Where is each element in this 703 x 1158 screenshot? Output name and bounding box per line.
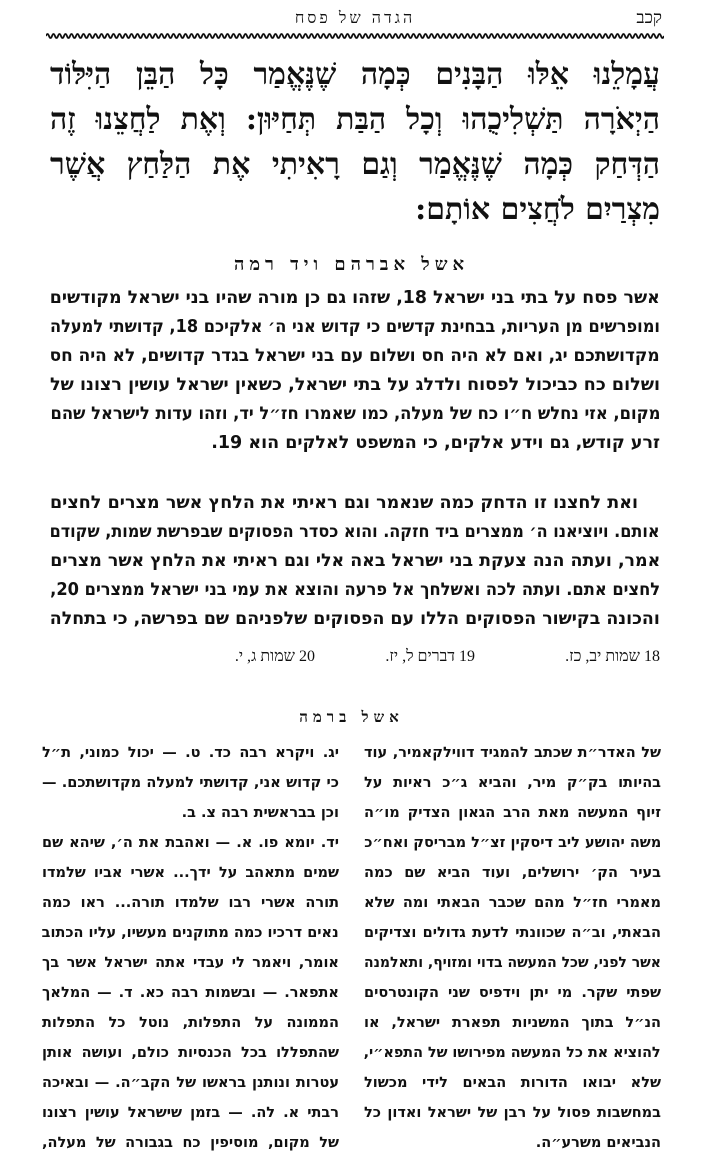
running-header <box>48 6 662 32</box>
commentary-row <box>50 400 660 429</box>
commentary-line: ושלום כח כביכול לפסוח ולדלג על בתי ישראל, כשאין ישראל עושין רצונו של <box>49 375 660 395</box>
main-text-line: עֲמָלֵנוּ אֵלּוּ הַבָּנִים כְּמָה שֶׁנֶּאֱמַר כָּל הַבֵּן הַיִּלּוֹד <box>50 57 660 92</box>
column-line: שפתי שקר. מי יתן וידפיס שני הקונטרסים <box>363 985 661 1001</box>
column-row <box>364 1098 661 1128</box>
main-text-line: הַדְּחַק כְּמָה שֶׁנֶּאֱמַר וְגַם רָאִיתִי אֶת הַלַּחַץ אֲשֶׁר <box>49 147 660 182</box>
commentary-line: ואת לחצנו זו הדחק כמה שנאמר וגם ראיתי את הלחץ אשר מצרים לחצים <box>50 493 638 513</box>
section-title: אשל ברמה <box>299 708 404 726</box>
column-row <box>42 1098 339 1128</box>
column-row <box>42 1038 339 1068</box>
commentary-line: ומופרשים מן העריות, בבחינת קדשים כי קדוש אני ה׳ אלקיכם 18, קדושתי למעלה <box>49 317 661 337</box>
column-line: להוציא את כל המעשה מפירושו של התפא״י, <box>364 1045 661 1061</box>
column-line: של מקום, מוסיפין כח בגבורה של מעלה, <box>42 1135 339 1151</box>
column-line: במחשבות פסול על רבן של ישראל ואדון כל <box>363 1105 661 1121</box>
column-row <box>364 798 661 828</box>
column-row <box>364 828 661 858</box>
column-line: מאמרי חז״ל מהם שכבר הבאתי ומה שלא <box>364 895 661 911</box>
column-line: שהתפללו בכל הכנסיות כולם, ועושה אותן <box>42 1045 339 1061</box>
column-line: עטרות ונותנן בראשו של הקב״ה. — ובאיכה <box>42 1075 339 1091</box>
column-line: וכן בבראשית רבה צ. ב. <box>181 805 339 821</box>
column-row <box>42 888 339 918</box>
column-row <box>364 948 661 978</box>
column-row <box>364 888 661 918</box>
commentary-row <box>50 605 660 634</box>
column-row <box>42 948 339 978</box>
column-row <box>42 738 339 768</box>
column-line: הנ״ל בתוך המשניות תפארת ישראל, או <box>363 1015 661 1031</box>
column-line: אומר, ויאמר לי עבדי אתה ישראל אשר בך <box>41 955 339 971</box>
column-row <box>364 858 661 888</box>
commentary-row <box>50 313 660 342</box>
commentary-row <box>50 489 660 518</box>
column-line: אשר לפני, שכל המעשה בדוי ומזויף, ותאלמנה <box>364 955 661 971</box>
commentary-row <box>50 342 660 371</box>
footnote-18: 18 שמות יב, כז. <box>565 648 660 665</box>
column-line: זיוף המעשה מאת הרב הגאון הצדיק מו״ה <box>364 805 661 821</box>
column-row <box>364 1128 661 1158</box>
column-line: הממונה על התפלות, נוטל כל התפלות <box>41 1015 339 1031</box>
main-text-line: מִצְרַיִם לֹחֲצִים אוֹתָם: <box>415 192 660 227</box>
commentary-title: אשל אברהם ויד רמה <box>233 254 470 275</box>
right-column <box>364 738 661 1158</box>
column-row <box>42 1128 339 1158</box>
column-row <box>42 858 339 888</box>
column-line: בעיר הק׳ ירושלים, ועוד הביא שם כמה <box>363 865 661 881</box>
footnotes <box>50 648 660 670</box>
commentary-paragraph-1 <box>50 284 660 458</box>
footnote-19: 19 דברים ל, יז. <box>385 648 475 665</box>
column-row <box>364 1008 661 1038</box>
column-row <box>42 1008 339 1038</box>
column-line: משה יהושע ליב דיסקין זצ״ל מבריסק ואח״כ <box>364 835 661 851</box>
commentary-row <box>50 547 660 576</box>
main-text-line: הַיְאֹרָה תַּשְׁלִיכֻהוּ וְכָל הַבַּת תְּחַיּוּן: וְאֶת לַחֲצֵנוּ זֶה <box>50 102 660 137</box>
column-row <box>42 1068 339 1098</box>
column-row <box>42 798 339 828</box>
commentary-line: אמר, ועתה הנה צעקת בני ישראל באה אלי וגם ראיתי את הלחץ אשר מצרים <box>49 551 660 571</box>
column-line: שלא יבואו הדורות הבאים לידי מכשול <box>364 1075 661 1091</box>
column-line: נאים דרכיו כמה מתוקנים מעשיו, עליו הכתוב <box>42 925 339 941</box>
column-line: של האדר״ת שכתב להמגיד דווילקאמיר, עוד <box>364 745 661 761</box>
column-row <box>364 978 661 1008</box>
commentary-paragraph-2 <box>50 489 660 634</box>
column-row <box>42 828 339 858</box>
page-number: קכב <box>636 8 662 28</box>
column-row <box>364 738 661 768</box>
commentary-line: מקום, אזי נחלש ח״ו כח של מעלה, כמו שאמרו חז״ל יד, וזהו עדות לישראל שהם <box>50 404 660 424</box>
column-row <box>42 978 339 1008</box>
commentary-row <box>50 284 660 313</box>
main-text-row <box>50 187 660 232</box>
column-row <box>364 1068 661 1098</box>
column-line: יג. ויקרא רבה כד. ט. — יכול כמוני, ת״ל <box>42 745 339 761</box>
column-row <box>42 768 339 798</box>
footnote-20: 20 שמות ג, י. <box>234 648 315 665</box>
commentary-row <box>50 429 660 458</box>
left-column-notes <box>42 738 339 1158</box>
column-line: הנביאים משרע״ה. <box>535 1135 661 1151</box>
running-title: הגדה של פסח <box>294 8 416 27</box>
haggadah-main-text <box>50 52 660 232</box>
commentary-line: לחצים אתם. ועתה לכה ואשלחך אל פרעה והוצא את עמי בני ישראל ממצרים 20, <box>50 580 661 600</box>
commentary-line: אשר פסח על בתי בני ישראל 18, שזהו גם כן מורה שהיו בני ישראל מקודשים <box>49 288 660 308</box>
column-row <box>364 768 661 798</box>
wavy-divider <box>46 31 664 41</box>
main-text-row <box>50 52 660 97</box>
commentary-line: אותם. ויוציאנו ה׳ ממצרים ביד חזקה. והוא כסדר הפסוקים שבפרשת שמות, שקודם <box>50 522 660 542</box>
column-line: כי קדוש אני, קדושתי למעלה מקדושתכם. — <box>41 775 339 791</box>
column-line: תורה אשרי רבו שלמדו תורה... ראו כמה <box>42 895 339 911</box>
main-text-row <box>50 142 660 187</box>
commentary-line: מקדושתכם יג, ואם לא היה חס ושלום עם בני ישראל בגדר קדושים, לא היה חס <box>50 346 660 366</box>
column-row <box>364 1038 661 1068</box>
column-row <box>42 918 339 948</box>
commentary-line: זרע קודש, גם וידע אלקים, כי המשפט לאלקים הוא 19. <box>211 433 660 453</box>
column-line: רבתי א. לה. — בזמן שישראל עושין רצונו <box>42 1105 339 1121</box>
commentary-row <box>50 518 660 547</box>
commentary-row <box>50 371 660 400</box>
column-line: שמים מתאהב על ידך... אשרי אביו שלמדו <box>42 865 339 881</box>
column-line: בהיותו בק״ק מיר, והביא ג״כ ראיות על <box>363 775 661 791</box>
column-line: הבאתי, וב״ה שכוונתי לדעת גדולים וצדיקים <box>364 925 661 941</box>
column-line: אתפאר. — ובשמות רבה כא. ד. — המלאך <box>42 985 339 1001</box>
column-line: יד. יומא פו. א. — ואהבת את ה׳, שיהא שם <box>41 835 339 851</box>
commentary-line: והכונה בקישור הפסוקים הללו עם הפסוקים שלפניהם שם בפרשה, כי בתחלה <box>49 609 660 629</box>
commentary-row <box>50 576 660 605</box>
column-row <box>364 918 661 948</box>
main-text-row <box>50 97 660 142</box>
